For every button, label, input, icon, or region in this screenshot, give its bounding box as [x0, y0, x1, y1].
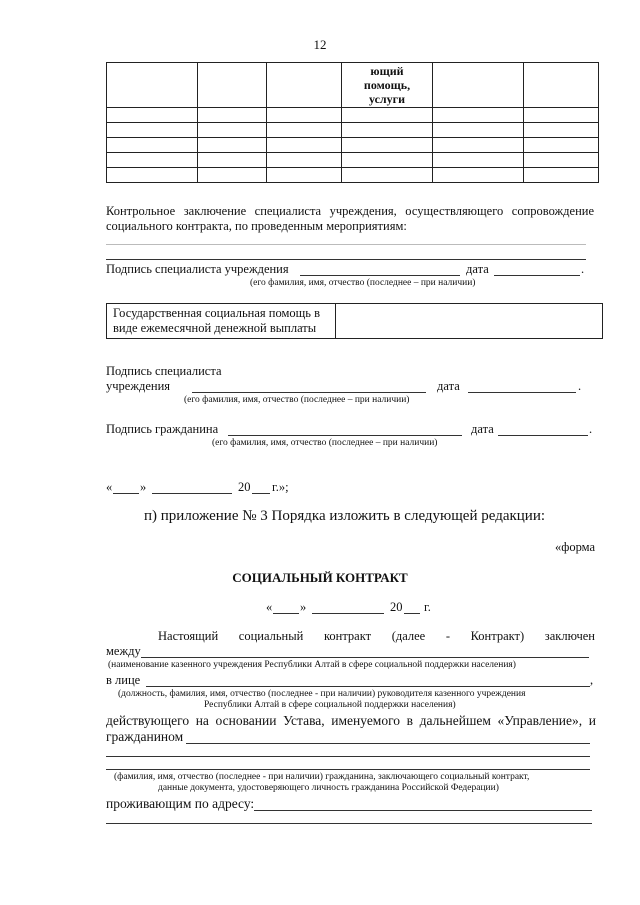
contract-year-field[interactable]: [404, 613, 420, 614]
sign2-note: (его фамилия, имя, отчество (последнее – при наличии): [184, 395, 410, 405]
contract-intro: [158, 629, 595, 644]
intro-word: заключен: [544, 629, 595, 643]
conclusion-text: Контрольное заключение специалиста учреждения, осуществляющего сопровождение социального контракта, по проведенным мероприятиям:: [106, 204, 594, 233]
sign3-date-field[interactable]: [498, 435, 588, 436]
citizen-label: гражданином: [106, 729, 184, 744]
citizen-field-2[interactable]: [106, 756, 590, 757]
address-label: проживающим по адресу:: [106, 796, 255, 811]
table-cell: [524, 63, 599, 108]
intro-word: -: [445, 629, 450, 643]
citizen-field-1[interactable]: [186, 743, 590, 744]
sign2-label-1: Подпись специалиста: [106, 364, 222, 378]
sign3-note: (его фамилия, имя, отчество (последнее – при наличии): [212, 438, 438, 448]
intro-word: Настоящий: [158, 629, 219, 643]
contract-date-open: «: [266, 600, 273, 614]
sign3-date-label: дата: [471, 422, 494, 436]
address-field-2[interactable]: [106, 823, 592, 824]
sign1-date-label: дата: [466, 262, 489, 276]
sign2-field[interactable]: [192, 392, 426, 393]
sign1-label: Подпись специалиста учреждения: [106, 262, 289, 276]
intro-word: социальный: [238, 629, 304, 643]
acting-text: действующего на основании Устава, именуемого в дальнейшем «Управление», и: [106, 713, 596, 728]
sign2-period: .: [578, 379, 582, 393]
table-cell: [433, 63, 524, 108]
address-field-1[interactable]: [254, 810, 592, 811]
in-person-label: в лице: [106, 673, 141, 687]
page-number: 12: [313, 37, 327, 52]
date-day-field[interactable]: [113, 493, 139, 494]
sign1-period: .: [581, 262, 585, 276]
representative-note-1: (должность, фамилия, имя, отчество (последнее - при наличии) руководителя казенного учреждения: [118, 689, 526, 699]
sign1-date-field[interactable]: [494, 275, 580, 276]
date-month-field[interactable]: [152, 493, 232, 494]
representative-field[interactable]: [146, 686, 590, 687]
between-label: между: [106, 644, 141, 658]
date-close-quote: »: [140, 480, 147, 494]
sign2-date-label: дата: [437, 379, 460, 393]
contract-date-close: »: [300, 600, 307, 614]
sign1-note: (его фамилия, имя, отчество (последнее – при наличии): [250, 278, 476, 288]
citizen-note-2: данные документа, удостоверяющего личность гражданина Российской Федерации): [158, 783, 499, 793]
contract-month-field[interactable]: [312, 613, 384, 614]
table-cell-header: [342, 63, 433, 108]
sign1-field[interactable]: [300, 275, 460, 276]
table-cell: [107, 63, 198, 108]
date-year-prefix: 20: [238, 480, 251, 494]
contract-year-suffix: г.: [424, 600, 431, 614]
sign3-label: Подпись гражданина: [106, 422, 219, 436]
contract-title: СОЦИАЛЬНЫЙ КОНТРАКТ: [232, 570, 408, 585]
representative-comma: ,: [590, 673, 594, 687]
sign3-period: .: [589, 422, 593, 436]
intro-word: контракт: [323, 629, 372, 643]
aid-label: Государственная социальная помощь в виде ежемесячной денежной выплаты: [107, 304, 336, 339]
table-header-text: ющий помощь, услуги: [363, 64, 411, 106]
table-row: [107, 168, 599, 183]
intro-word: (далее: [391, 629, 426, 643]
table-row: [107, 138, 599, 153]
sign2-label-2: учреждения: [106, 379, 171, 393]
sign3-field[interactable]: [228, 435, 462, 436]
citizen-field-3[interactable]: [106, 769, 590, 770]
aid-value[interactable]: [336, 304, 603, 339]
intro-word: Контракт): [470, 629, 525, 643]
table-row: [107, 153, 599, 168]
aid-box: [106, 303, 603, 339]
representative-note-2: Республики Алтай в сфере социальной поддержки населения): [204, 700, 456, 710]
date-open-quote: «: [106, 480, 113, 494]
table-cell: [198, 63, 267, 108]
contract-day-field[interactable]: [273, 613, 299, 614]
table-row: [107, 108, 599, 123]
contract-year-prefix: 20: [390, 600, 403, 614]
citizen-note-1: (фамилия, имя, отчество (последнее - при наличии) гражданина, заключающего социальный контракт,: [114, 772, 530, 782]
instruction-text: п) приложение № 3 Порядка изложить в следующей редакции:: [144, 508, 546, 524]
date-year-field[interactable]: [252, 493, 270, 494]
table-cell: [267, 63, 342, 108]
institution-field[interactable]: [141, 657, 589, 658]
top-table: [106, 62, 599, 183]
sign2-date-field[interactable]: [468, 392, 576, 393]
date-year-suffix: г.»;: [272, 480, 289, 494]
table-row: [107, 123, 599, 138]
institution-note: (наименование казенного учреждения Республики Алтай в сфере социальной поддержки населения): [108, 660, 516, 670]
form-label: «форма: [555, 540, 596, 554]
conclusion-line-2[interactable]: [106, 259, 586, 260]
conclusion-line-1[interactable]: [106, 244, 586, 245]
